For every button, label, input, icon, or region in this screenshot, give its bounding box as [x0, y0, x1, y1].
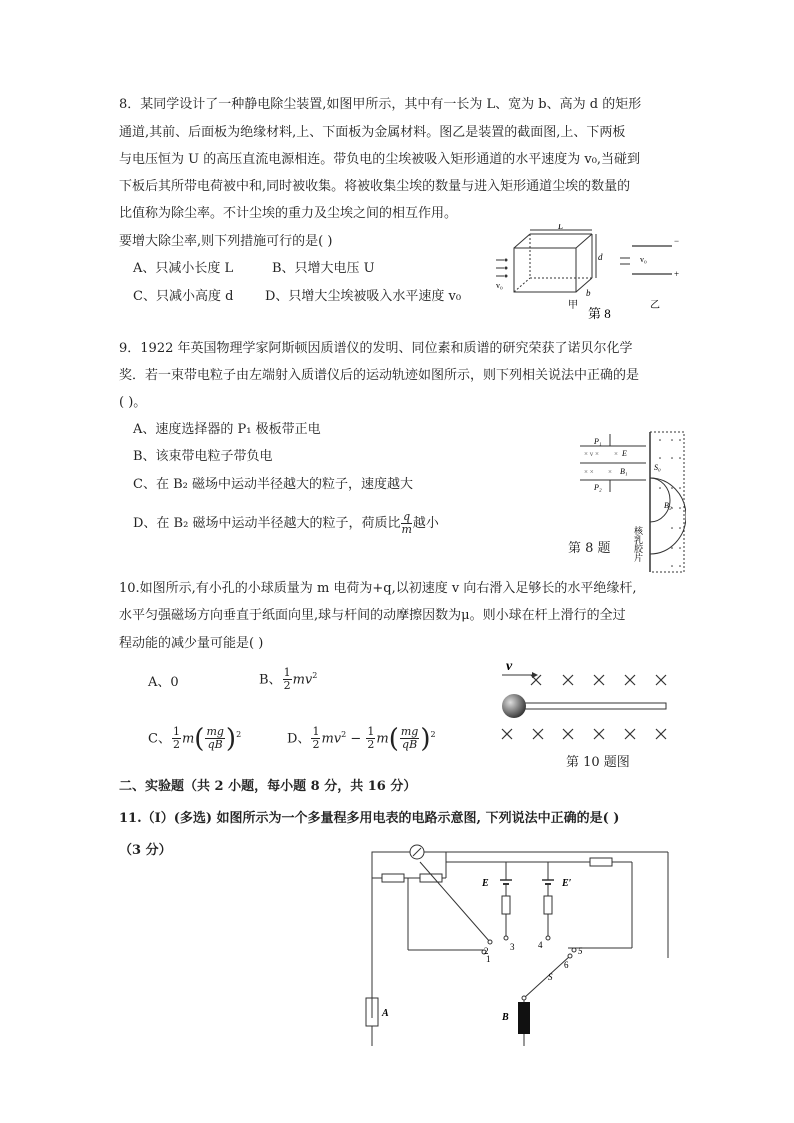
q11-fig-6: 6: [564, 960, 569, 970]
q9-fig-b2: B₂: [664, 501, 672, 510]
q9-fig-s0: S₀: [654, 463, 661, 472]
q10-ball: [502, 694, 526, 718]
q10-line-2: 水平匀强磁场方向垂直于纸面向里,球与杆间的动摩擦因数为μ。则小球在杆上滑行的全过: [119, 608, 626, 623]
q8-line-3: 与电压恒为 U 的高压直流电源相连。带负电的尘埃被吸入矩形通道的水平速度为 v₀,当碰到: [119, 152, 641, 167]
q8-fig-label-l: L: [558, 224, 564, 231]
q10-option-c-label: C、: [148, 731, 171, 747]
q9-option-d-text: D、在 B₂ 磁场中运动半径越大的粒子，荷质比: [133, 516, 401, 531]
q8-fig-jia: 甲: [568, 300, 578, 311]
q8-option-d: D、只增大尘埃被吸入水平速度 v₀: [265, 289, 462, 304]
q10-option-b-label: B、: [259, 672, 282, 688]
q8-fig-caption: 第 8: [588, 306, 611, 320]
q9-line-3: ( )。: [119, 395, 147, 410]
q11-line: 11.（Ⅰ）(多选) 如图所示为一个多量程多用电表的电路示意图, 下列说法中正确的是( ): [119, 811, 620, 826]
q9-fig-caption: 第 8 题: [568, 541, 611, 556]
q10-line-1: 10.如图所示,有小孔的小球质量为 m 电荷为+q,以初速度 v 向右滑入足够长的水平绝缘杆,: [119, 581, 637, 596]
q8-fig-label-b: b: [586, 288, 591, 298]
q9-line-2: 奖．若一束带电粒子由左端射入质谱仪后的运动轨迹如图所示，则下列相关说法中正确的是: [119, 368, 640, 383]
q11-fig-s: S: [548, 972, 553, 982]
q10-line-3: 程动能的减少量可能是( ): [119, 636, 264, 651]
q10-option-d-label: D、: [287, 731, 311, 747]
q10-option-b: B、 $\frac{1}{2}$ $mv^2$: [259, 666, 318, 693]
q9-fig-e: E: [622, 449, 627, 458]
q9-option-d: [133, 511, 439, 536]
q9-option-c: C、在 B₂ 磁场中运动半径越大的粒子，速度越大: [133, 477, 413, 492]
q8-fig-plus: +: [674, 269, 680, 279]
q9-charge-mass-fraction: $\frac{q}{m}$: [401, 510, 412, 536]
q10-option-c: C、 $\frac{1}{2}$ m( $\frac{mg}{qB}$ )$^2$: [148, 723, 242, 754]
svg-text:× ×: × ×: [584, 468, 594, 476]
svg-text:×: ×: [614, 450, 618, 458]
q8-option-a: A、只减小长度 L: [133, 261, 234, 276]
svg-text:×: ×: [608, 468, 612, 476]
q11-fig-e-prime: E′: [562, 878, 572, 889]
q10-fig-caption: 第 10 题图: [566, 755, 630, 770]
q8-fig-label-v0: v₀: [496, 281, 503, 290]
q10-option-a: A、0: [148, 675, 179, 690]
q8-fig-yi: 乙: [650, 300, 660, 311]
q8-line-2: 通道,其前、后面板为绝缘材料,上、下面板为金属材料。图乙是装置的截面图,上、下两板: [119, 125, 626, 140]
q8-figure: [492, 224, 682, 320]
q8-option-b: B、只增大电压 U: [272, 261, 375, 276]
q11-fig-b: B: [502, 1012, 509, 1023]
q8-line-1: 8．某同学设计了一种静电除尘装置,如图甲所示，其中有一长为 L、宽为 b、高为 d 的矩形: [119, 97, 642, 112]
q9-option-a: A、速度选择器的 P₁ 极板带正电: [133, 422, 321, 437]
q11-fig-1: 1: [486, 954, 491, 964]
q11-fig-2: 2: [484, 946, 489, 956]
q11-fig-3: 3: [510, 942, 515, 952]
q9-fig-p1: P₁: [594, 437, 602, 446]
q11-fig-e: E: [482, 878, 489, 889]
q11-fig-5: 5: [578, 946, 583, 956]
svg-text:× v ×: × v ×: [584, 450, 599, 458]
q9-option-d-tail: 越小: [412, 516, 439, 531]
q9-fig-p2: P₂: [594, 483, 602, 492]
q9-fig-b1: B₁: [620, 467, 628, 476]
q8-line-5: 比值称为除尘率。不计尘埃的重力及尘埃之间的相互作用。: [119, 206, 458, 221]
q8-line-6: 要增大除尘率,则下列措施可行的是( ): [119, 234, 333, 249]
q10-option-d: D、 $\frac{1}{2}$ $mv^2$ − $\frac{1}{2}$ m( $\frac{mg}{qB}$ )$^2$: [287, 723, 436, 754]
q11-fig-a: A: [382, 1008, 389, 1019]
q9-fig-film: 核乳胶片: [633, 526, 643, 562]
q11-score: （3 分）: [119, 843, 172, 858]
q9-option-b: B、该束带电粒子带负电: [133, 449, 273, 464]
q11-circuit-figure: [362, 838, 682, 1048]
q10-figure: [496, 656, 676, 746]
q8-line-4: 下板后其所带电荷被中和,同时被收集。将被收集尘埃的数量与进入矩形通道尘埃的数量的: [119, 179, 631, 194]
q8-fig-minus: −: [674, 236, 680, 246]
section-2-heading: 二、实验题（共 2 小题，每小题 8 分，共 16 分）: [119, 779, 417, 794]
q8-fig-label-d: d: [598, 252, 603, 262]
q10-fig-v: v: [506, 659, 513, 674]
q8-fig-yi-v0: v₀: [640, 255, 647, 264]
q8-option-c: C、只减小高度 d: [133, 289, 234, 304]
q11-fig-4: 4: [538, 940, 543, 950]
q9-line-1: 9．1922 年英国物理学家阿斯顿因质谱仪的发明、同位素和质谱的研究荣获了诺贝尔化学: [119, 341, 633, 356]
